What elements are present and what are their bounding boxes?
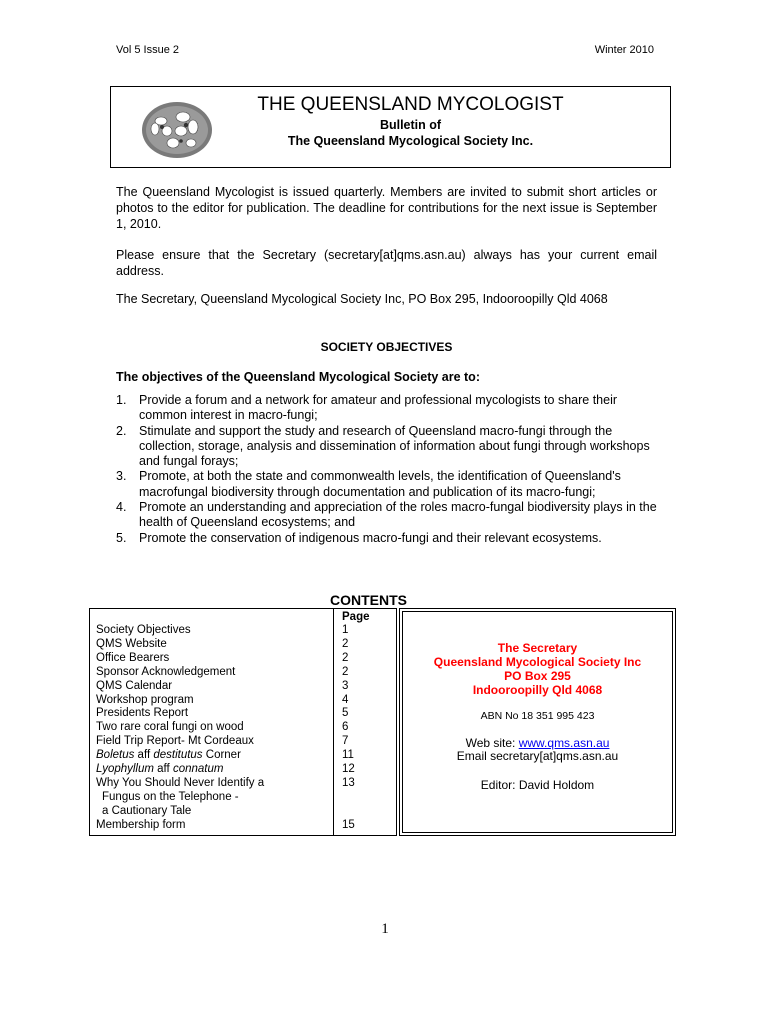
email-line: Email secretary[at]qms.asn.au xyxy=(456,749,619,763)
contents-row-page: 12 xyxy=(342,763,355,776)
contents-page-header: Page xyxy=(342,611,370,623)
masthead-box xyxy=(110,86,671,168)
contact-secretary: The Secretary xyxy=(497,641,578,655)
contents-row-page: 11 xyxy=(342,749,354,762)
publication-society: The Queensland Mycological Society Inc. xyxy=(287,134,534,148)
contents-row xyxy=(96,638,392,652)
contents-rows xyxy=(96,624,392,833)
contents-row-page: 2 xyxy=(342,651,349,664)
contact-po-box: PO Box 295 xyxy=(504,669,571,683)
page-number: 1 xyxy=(381,921,389,937)
objective-item: 1. Provide a forum and a network for amateur and professional mycologists to share their common interest in macro-fungi; xyxy=(116,393,618,423)
contents-row xyxy=(96,694,392,708)
objective-item: 2. Stimulate and support the study and research of Queensland macro-fungi through the collection, storage, analysis and dissemination of information about fungi through workshops and fungal forays; xyxy=(116,423,650,469)
contents-row-label: Field Trip Report- Mt Cordeaux xyxy=(96,735,254,748)
contents-row xyxy=(96,749,392,763)
contents-row-page: 5 xyxy=(342,707,349,720)
contact-society: Queensland Mycological Society Inc xyxy=(433,655,642,669)
publication-subtitle: Bulletin of xyxy=(379,118,442,132)
contents-row xyxy=(96,624,392,638)
intro-paragraph-2: Please ensure that the Secretary (secretary[at]qms.asn.au) always has your current email address. xyxy=(116,248,657,278)
contents-row-label: QMS Calendar xyxy=(96,679,173,692)
publication-title: THE QUEENSLAND MYCOLOGIST xyxy=(257,94,564,115)
contents-row-label: Sponsor Acknowledgement xyxy=(96,665,236,678)
intro-paragraph-3: The Secretary, Queensland Mycological Society Inc, PO Box 295, Indooroopilly Qld 4068 xyxy=(116,292,608,306)
website-link[interactable]: www.qms.asn.au xyxy=(518,736,610,750)
contents-row-label: Society Objectives xyxy=(96,624,191,636)
contents-row xyxy=(96,680,392,694)
contents-row xyxy=(96,721,392,735)
contents-row-page: 6 xyxy=(342,721,349,734)
contents-row xyxy=(96,666,392,680)
objective-item: 3. Promote, at both the state and commonwealth levels, the identification of Queensland's macrofungal biodiversity through documentation and publication of its macro-fungi; xyxy=(116,469,621,499)
contents-row-label: QMS Website xyxy=(96,637,167,650)
contents-row xyxy=(96,819,392,833)
contents-row-page: 4 xyxy=(342,693,349,706)
issue-label: Vol 5 Issue 2 xyxy=(116,44,179,56)
contents-row-page: 15 xyxy=(342,818,355,831)
contents-row-label: Workshop program xyxy=(96,693,194,706)
contents-row-page: 7 xyxy=(342,735,349,748)
contents-row xyxy=(96,805,392,819)
contents-row-page: 2 xyxy=(342,637,349,650)
contents-row xyxy=(96,735,392,749)
contents-row-label: Boletus aff destitutus Corner xyxy=(96,749,241,762)
objective-item: 4. Promote an understanding and appreciation of the roles macro-fungal biodiversity plays in the health of Queensland ecosystems; and xyxy=(116,500,657,530)
objectives-list xyxy=(116,393,657,546)
contents-table xyxy=(89,608,397,836)
objectives-intro: The objectives of the Queensland Mycological Society are to: xyxy=(116,370,480,384)
contents-row-label: Membership form xyxy=(96,818,186,831)
contents-row xyxy=(96,791,392,805)
contents-row-label: Presidents Report xyxy=(96,707,189,720)
contents-row-label: Two rare coral fungi on wood xyxy=(96,721,244,734)
contact-box xyxy=(399,608,676,836)
contents-row-page: 3 xyxy=(342,679,349,692)
objective-item: 5. Promote the conservation of indigenous macro-fungi and their relevant ecosystems. xyxy=(116,530,602,545)
contents-row xyxy=(96,777,392,791)
contents-row-page: 1 xyxy=(342,624,349,636)
contents-row xyxy=(96,652,392,666)
contents-row-page: 13 xyxy=(342,776,355,789)
contents-row-page: 2 xyxy=(342,665,349,678)
contents-row xyxy=(96,763,392,777)
contents-row-label: Lyophyllum aff connatum xyxy=(96,763,224,776)
contents-row-label: Office Bearers xyxy=(96,651,170,664)
website-line: Web site: www.qms.asn.au xyxy=(465,736,610,750)
contents-row xyxy=(96,707,392,721)
editor-line: Editor: David Holdom xyxy=(480,778,595,792)
objectives-heading: SOCIETY OBJECTIVES xyxy=(320,340,453,354)
contents-row-label: Why You Should Never Identify a xyxy=(96,776,265,789)
contents-title: CONTENTS xyxy=(330,592,407,608)
contact-inner xyxy=(402,611,673,833)
season-label: Winter 2010 xyxy=(594,44,654,56)
contents-row-label: a Cautionary Tale xyxy=(102,804,192,817)
contents-row-label: Fungus on the Telephone - xyxy=(102,790,239,803)
intro-paragraph-1: The Queensland Mycologist is issued quarterly. Members are invited to submit short articles or photos to the editor for publication. The deadline for contributions for the next issue is September 1, 2010. xyxy=(116,185,657,231)
abn-number: ABN No 18 351 995 423 xyxy=(480,710,595,722)
contact-suburb: Indooroopilly Qld 4068 xyxy=(472,683,603,697)
